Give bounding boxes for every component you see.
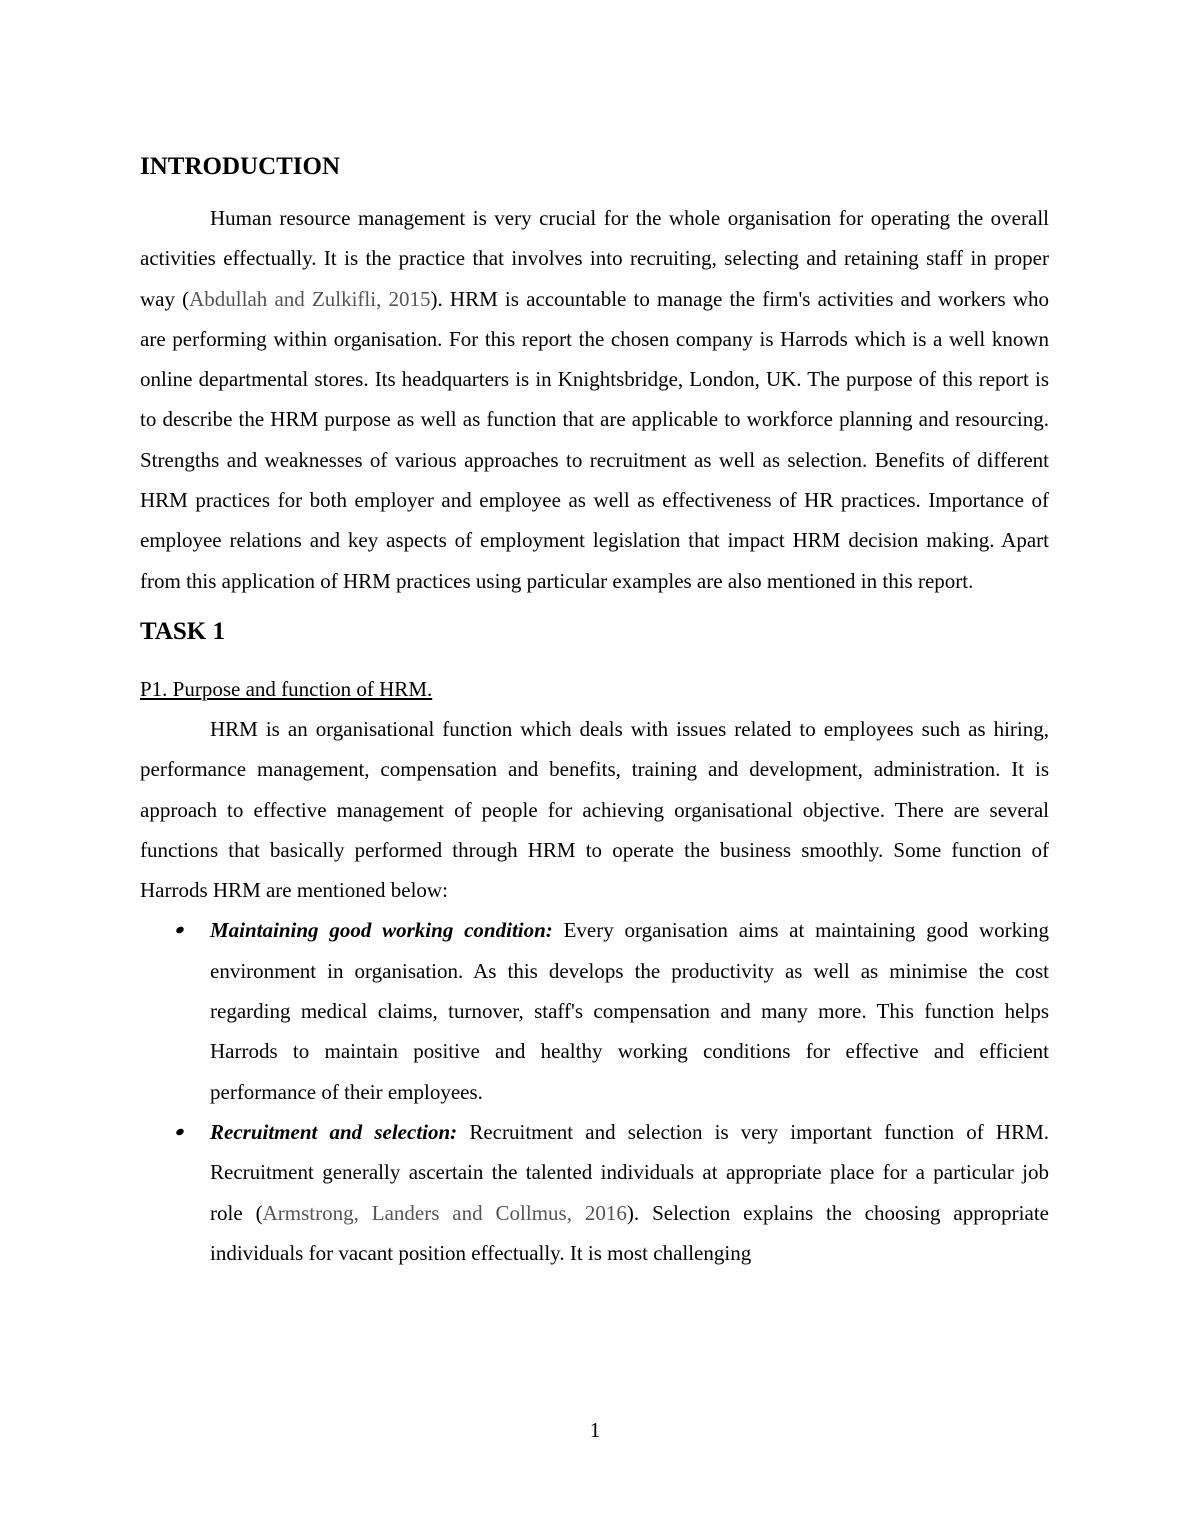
introduction-text-b: ). HRM is accountable to manage the firm's activities and workers who are performing within organisation. For this report the chosen company is Harrods which is a well known online departmental stores. Its headquarters is in Knightsbridge, London, UK. The purpose of this report is to describe the HRM purpose as well as function that are applicable to workforce planning and resourcing. Strengths and weaknesses of various approaches to recruitment as well as selection. Benefits of different HRM practices for both employer and employee as well as effectiveness of HR practices. Importance of employee relations and key aspects of employment legislation that impact HRM decision making. Apart from this application of HRM practices using particular examples are also mentioned in this report. [140,286,1049,593]
introduction-paragraph [140,198,1049,601]
list-item [140,1112,1049,1273]
list-item-text: Recruitment and selection is very important function of HRM. Recruitment generally ascertain the talented individuals at appropriate place for a particular job role ( [210,1119,1049,1225]
bullet-icon [175,926,185,935]
list-item [140,910,1049,1111]
list-item-text: ). Selection explains the choosing appropriate individuals for vacant position effectually. It is most challenging [210,1200,1049,1265]
introduction-heading: INTRODUCTION [140,153,341,180]
page-number: 1 [589,1418,601,1442]
citation: Armstrong, Landers and Collmus, 2016 [262,1200,627,1225]
document-page [140,148,1049,1273]
list-item-lead: Maintaining good working condition: [210,918,553,943]
task1-heading: TASK 1 [140,617,225,645]
task1-paragraph: HRM is an organisational function which deals with issues related to employees such as hiring, performance management, compensation and benefits, training and development, administration. It is approach to effective management of people for achieving organisational objective. There are several functions that basically performed through HRM to operate the business smoothly. Some function of Harrods HRM are mentioned below: [140,716,1049,903]
section-subheading: P1. Purpose and function of HRM. [140,676,433,701]
bullet-icon [175,1127,185,1136]
function-list [140,910,1049,1273]
list-item-text: Every organisation aims at maintaining good working environment in organisation. As this develops the productivity as well as minimise the cost regarding medical claims, turnover, staff's compensation and many more. This function helps Harrods to maintain positive and healthy working conditions for effective and efficient performance of their employees. [210,918,1049,1104]
citation: Abdullah and Zulkifli, 2015 [189,286,431,311]
introduction-text-a: Human resource management is very crucial for the whole organisation for operating the overall activities effectually. It is the practice that involves into recruiting, selecting and retaining staff in proper way ( [140,206,1049,311]
list-item-lead: Recruitment and selection: [210,1119,458,1144]
